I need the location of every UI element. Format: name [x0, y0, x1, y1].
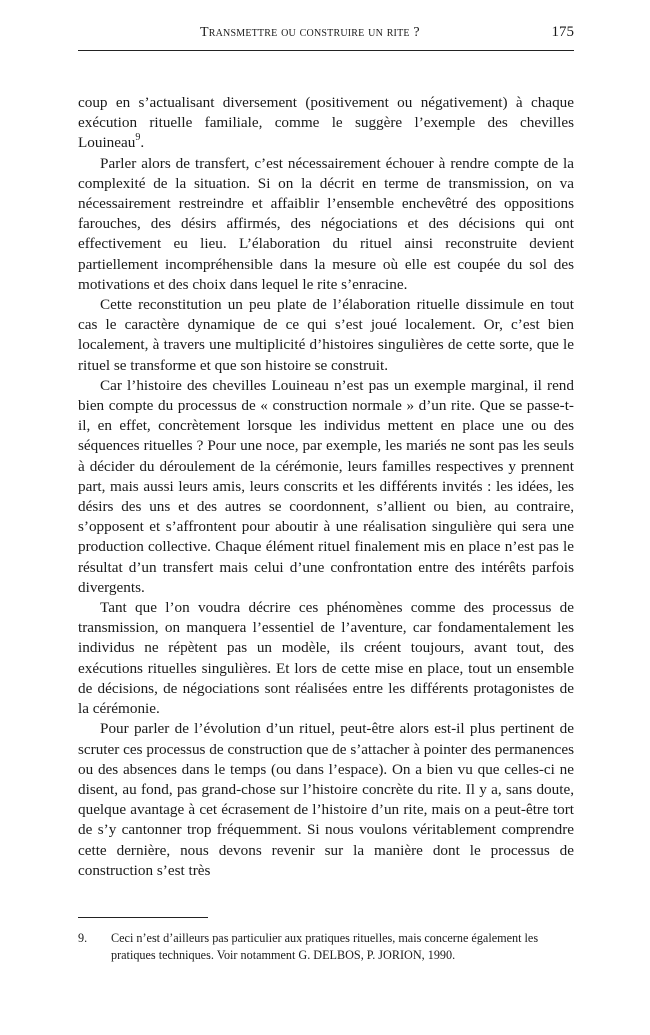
footnote-number: 9.: [78, 931, 88, 945]
footnote-text: Ceci n’est d’ailleurs pas particulier aux pratiques rituelles, mais concerne également les pratiques techniques. Voir notamment G. DELBOS, P. JORION, 1990.: [111, 931, 539, 962]
paragraph-5: Tant que l’on voudra décrire ces phénomènes comme des processus de transmission, on manquera l’essentiel de l’aventure, car fondamentalement les individus ne répètent pas un modèle, ils créent toujours, avant tout, des exécutions rituelles singulières. Et lors de cette mise en place, tout un ensemble de décisions, de négociations sont réalisées entre les différents protagonistes de la cérémonie.: [78, 599, 574, 718]
footnote: [78, 930, 574, 964]
footnote-reference[interactable]: 9: [135, 132, 141, 144]
paragraph-2: Parler alors de transfert, c’est nécessairement échouer à rendre compte de la complexité de la situation. Si on la décrit en terme de transmission, on va nécessairement restreindre et affaiblir l’ensemble enchevêtré des oppositions farouches, des désirs affirmés, des négociations et des décisions qui ont effectivement eu lieu. L’élaboration du rituel ainsi reconstruite devient partiellement incompréhensible dans la mesure où elle est coupée du sol des motivations et des choix dans lequel le rite s’enracine.: [78, 154, 574, 293]
paragraph-1-text: coup en s’actualisant diversement (positivement ou négativement) à chaque exécution rituelle familiale, comme le suggère l’exemple des chevilles Louineau: [78, 94, 574, 152]
page-number: 175: [551, 24, 574, 40]
paragraph-3: Cette reconstitution un peu plate de l’élaboration rituelle dissimule en tout cas le caractère dynamique de ce qui s’est joué localement. Or, c’est bien localement, à travers une multiplicité d’histoires singulières de cette sorte, que le rituel se transforme et que son histoire se construit.: [78, 296, 574, 374]
footnote-divider: [78, 917, 208, 918]
paragraph-4: Car l’histoire des chevilles Louineau n’est pas un exemple marginal, il rend bien compte du processus de « construction normale » d’un rite. Que se passe-t-il, en effet, concrètement lorsque les individus mettent en place une ou des séquences rituelles ? Pour une noce, par exemple, les mariés ne sont pas les seuls à décider du déroulement de la cérémonie, leurs familles respectives y prennent part, mais aussi leurs amis, leurs conscrits et les différents invités : les idées, les désirs des uns et des autres se coordonnent, s’allient ou bien, au contraire, s’opposent et s’affrontent pour aboutir à une réalisation singulière qui sera une production collective. Chaque élément rituel finalement mis en place n’est pas le résultat d’un transfert mais celui d’une confrontation entre des intérêts parfois divergents.: [78, 376, 574, 596]
paragraph-6: Pour parler de l’évolution d’un rituel, peut-être alors est-il plus pertinent de scruter ces processus de construction que de s’attacher à pointer des permanences ou des absences dans le temps (ou dans l’espace). On a bien vu que celles-ci ne disent, au fond, pas grand-chose sur l’histoire concrète du rite. Il y a, sans doute, quelque avantage à cet écrasement de l’histoire d’un rite, mais on a peut-être tort de s’y cantonner trop fréquemment. Si nous voulons véritablement comprendre cette dernière, nous devons revenir sur la manière dont le processus de construction s’est très: [78, 720, 574, 879]
running-title: Transmettre ou construire un rite ?: [200, 25, 420, 40]
paragraph-1: [78, 93, 574, 154]
paragraph-1-end: .: [140, 134, 145, 152]
running-header: [78, 22, 574, 51]
body-text: [78, 93, 574, 881]
